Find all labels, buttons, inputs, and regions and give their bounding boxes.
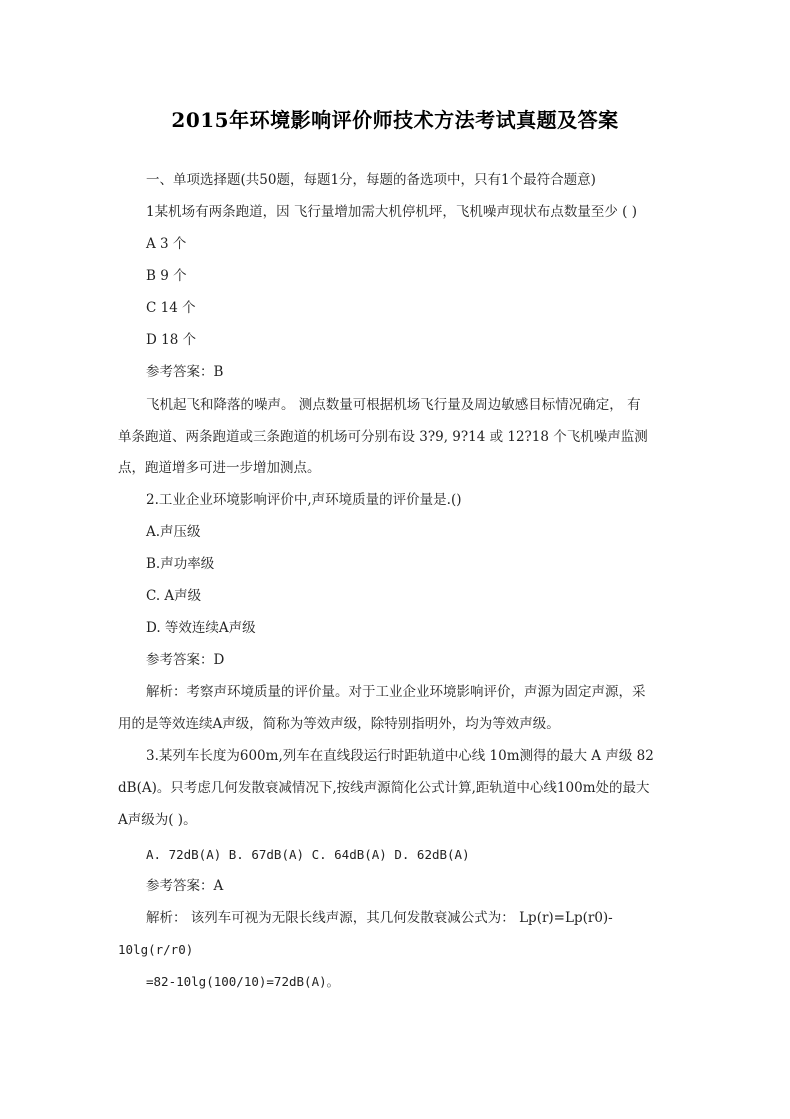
q1-option-c: C 14 个	[146, 300, 196, 316]
q3-options: A. 72dB(A) B. 67dB(A) C. 64dB(A) D. 62dB(A)	[146, 847, 470, 862]
q2-explanation-line: 用的是等效连续A声级，简称为等效声级，除特别指明外，均为等效声级。	[118, 716, 560, 732]
q3-explanation-line: =82-10lg(100/10)=72dB(A)。	[146, 974, 340, 989]
q1-explanation-line: 单条跑道、两条跑道或三条跑道的机场可分别布设 3?9, 9?14 或 12?18 个飞机噪声监测	[118, 429, 648, 445]
q1-question: 1某机场有两条跑道，因 飞行量增加需大机停机坪，飞机噪声现状布点数量至少 ( )	[146, 204, 637, 220]
document-title: 2015年环境影响评价师技术方法考试真题及答案	[171, 108, 619, 132]
q2-option-b: B.声功率级	[146, 556, 215, 572]
q2-question: 2.工业企业环境影响评价中,声环境质量的评价量是.()	[146, 492, 462, 508]
q3-answer: 参考答案：A	[146, 878, 224, 894]
q3-question-line: A声级为( )。	[118, 812, 197, 828]
q3-explanation-line: 解析： 该列车可视为无限长线声源，其几何发散衰减公式为： Lp(r)=Lp(r0)-	[146, 910, 613, 926]
q1-explanation-line: 点，跑道增多可进一步增加测点。	[118, 460, 321, 476]
q1-option-d: D 18 个	[146, 332, 197, 348]
q2-option-d: D. 等效连续A声级	[146, 620, 256, 636]
section-heading: 一、单项选择题(共50题，每题1分，每题的备选项中，只有1个最符合题意)	[146, 172, 596, 188]
q2-option-c: C. A声级	[146, 588, 202, 604]
q1-option-a: A 3 个	[146, 236, 187, 252]
q3-question-line: 3.某列车长度为600m,列车在直线段运行时距轨道中心线 10m测得的最大 A 声级 82	[146, 748, 654, 764]
q2-explanation-line: 解析：考察声环境质量的评价量。对于工业企业环境影响评价，声源为固定声源，采	[146, 684, 646, 700]
q2-option-a: A.声压级	[146, 524, 201, 540]
q3-explanation-line: 10lg(r/r0)	[118, 942, 194, 957]
q3-question-line: dB(A)。只考虑几何发散衰减情况下,按线声源简化公式计算,距轨道中心线100m处的最大	[118, 780, 650, 796]
q1-explanation-line: 飞机起飞和降落的噪声。 测点数量可根据机场飞行量及周边敏感目标情况确定， 有	[146, 397, 641, 413]
q1-option-b: B 9 个	[146, 268, 187, 284]
q1-answer: 参考答案：B	[146, 364, 224, 380]
q2-answer: 参考答案：D	[146, 652, 225, 668]
